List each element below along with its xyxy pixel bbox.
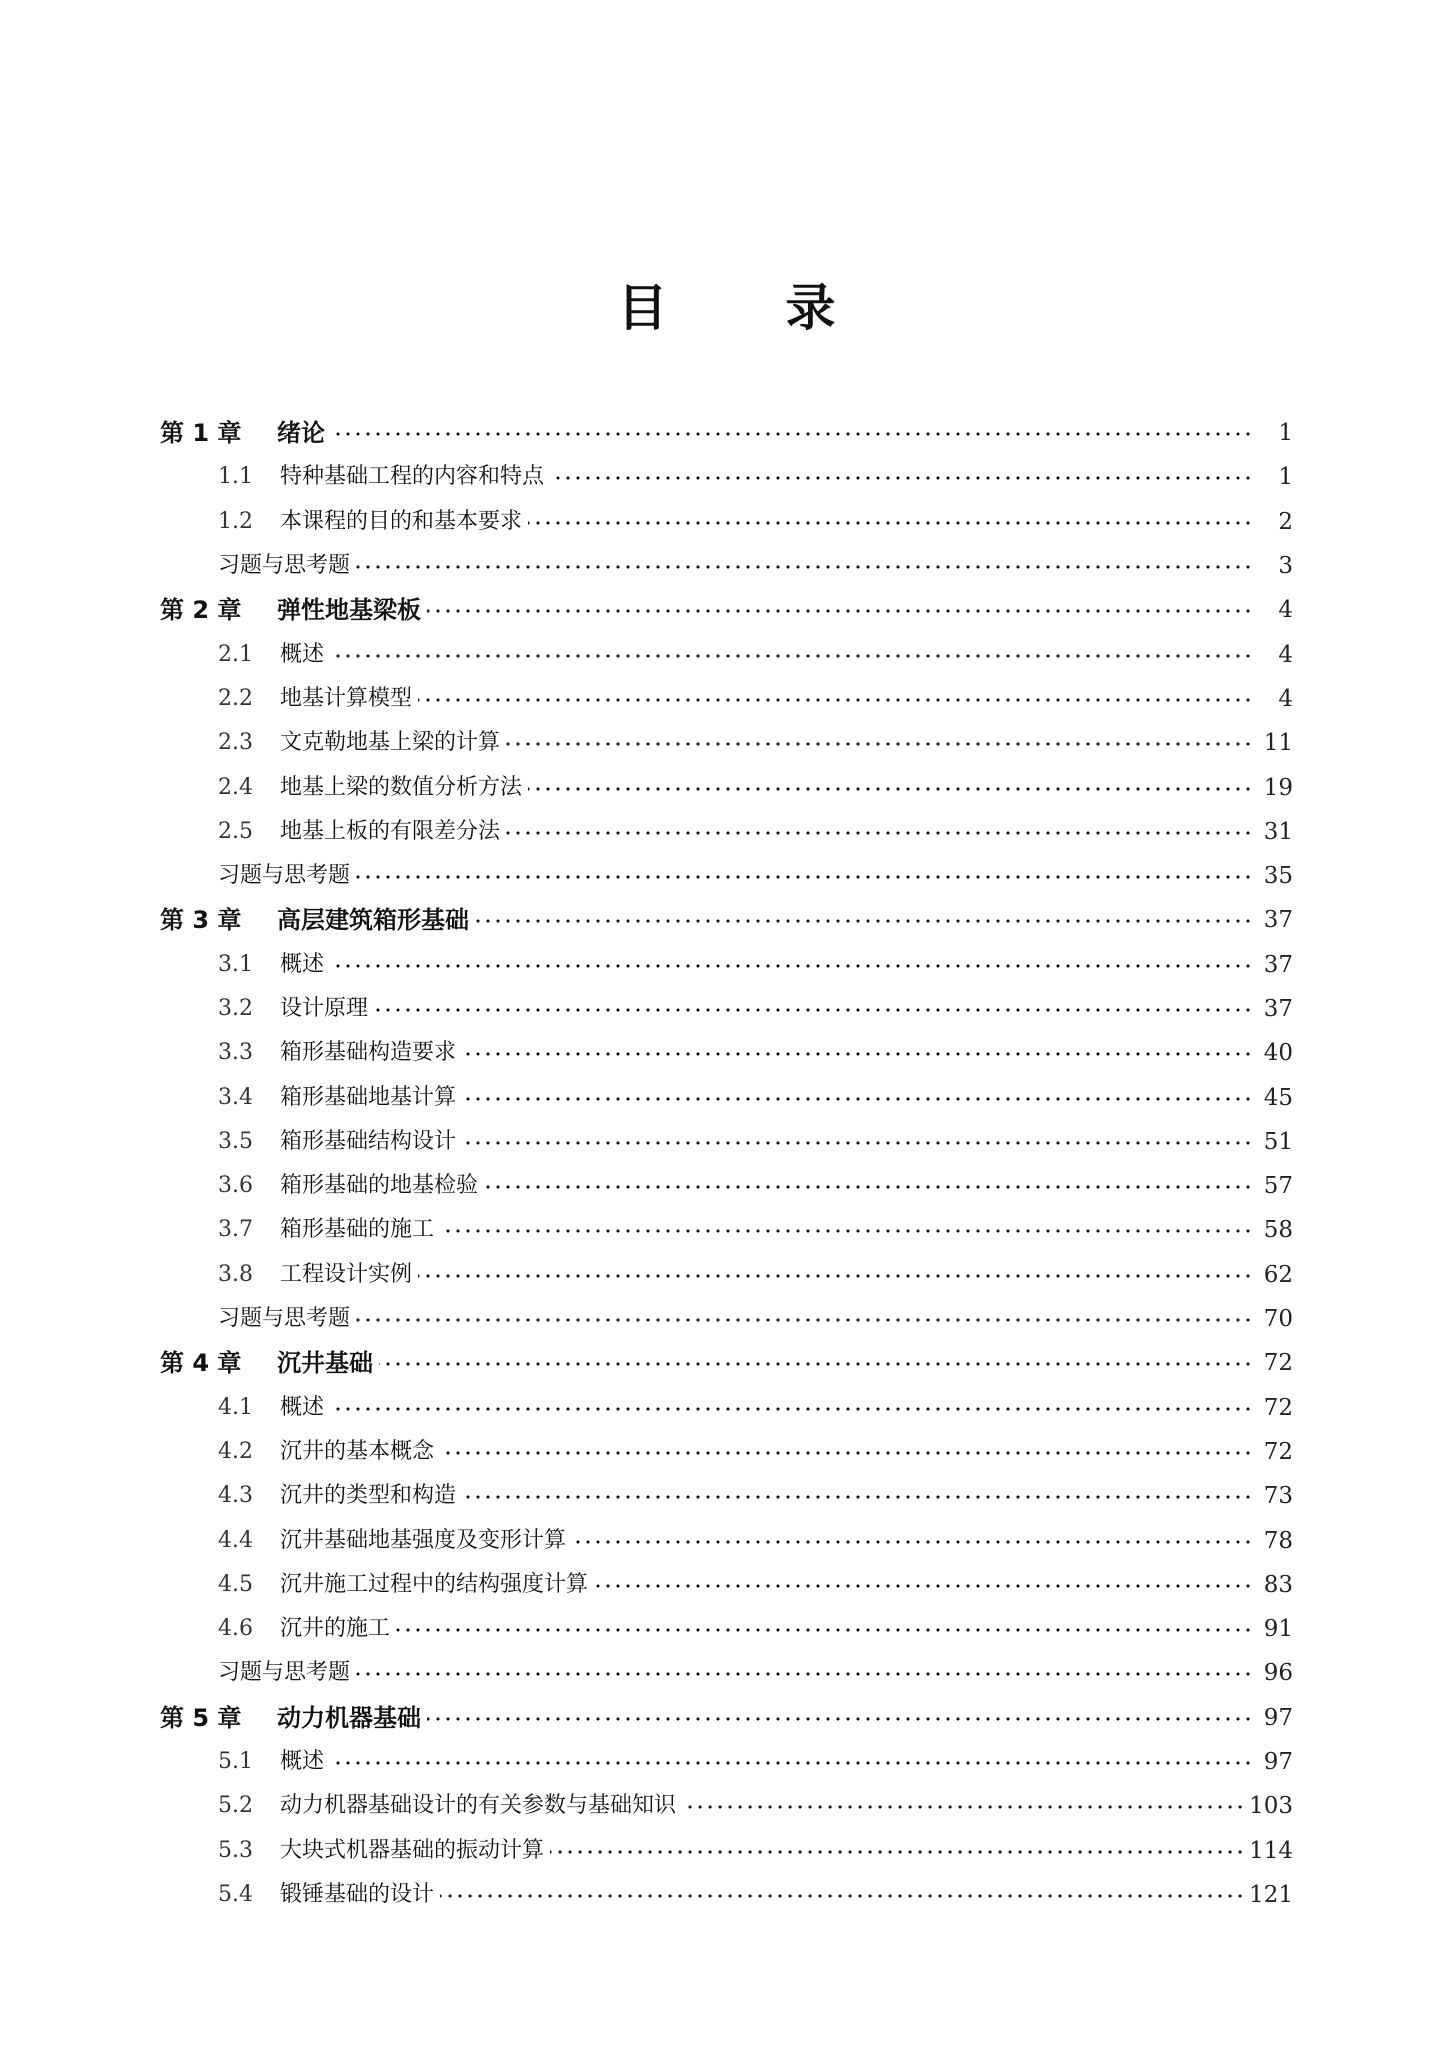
page-number[interactable]: 3 <box>1278 553 1293 580</box>
section-number: 5.2 <box>218 1793 253 1819</box>
page-number[interactable]: 103 <box>1249 1793 1293 1820</box>
section-title[interactable]: 本课程的目的和基本要求 <box>280 508 523 534</box>
toc-section-row[interactable] <box>160 1518 1293 1562</box>
section-title[interactable]: 锻锤基础的设计 <box>280 1881 435 1907</box>
page-number[interactable]: 83 <box>1263 1571 1293 1598</box>
page-title <box>0 278 1453 338</box>
dot-leader <box>396 1607 1253 1651</box>
section-number: 3.5 <box>218 1128 253 1154</box>
dot-leader <box>418 1253 1253 1297</box>
page-number[interactable]: 121 <box>1249 1881 1293 1908</box>
section-title[interactable]: 概述 <box>280 641 325 667</box>
toc-exercise-row[interactable] <box>160 854 1293 898</box>
dot-leader <box>572 1519 1253 1563</box>
section-title[interactable]: 大块式机器基础的振动计算 <box>280 1837 545 1863</box>
dot-leader <box>462 1076 1253 1120</box>
page-number[interactable]: 31 <box>1263 818 1293 845</box>
page-number[interactable]: 72 <box>1263 1438 1293 1465</box>
section-title[interactable]: 箱形基础结构设计 <box>280 1128 457 1154</box>
table-of-contents <box>160 411 1293 1917</box>
dot-leader <box>506 721 1253 765</box>
section-number: 4.6 <box>218 1616 253 1642</box>
dot-leader <box>330 633 1253 677</box>
section-number: 3.3 <box>218 1040 253 1066</box>
page-number[interactable]: 1 <box>1278 420 1293 447</box>
page-number[interactable]: 1 <box>1278 464 1293 491</box>
dot-leader <box>331 411 1253 455</box>
toc-section-row[interactable] <box>160 1563 1293 1607</box>
section-number: 2.1 <box>218 641 253 667</box>
toc-section-row[interactable] <box>160 1253 1293 1297</box>
toc-section-row[interactable] <box>160 1386 1293 1430</box>
section-title[interactable]: 沉井基础地基强度及变形计算 <box>280 1527 567 1553</box>
section-number: 4.2 <box>218 1438 253 1464</box>
page-number[interactable]: 57 <box>1263 1173 1293 1200</box>
toc-section-row[interactable] <box>160 677 1293 721</box>
dot-leader <box>440 1208 1253 1252</box>
page-number[interactable]: 114 <box>1249 1837 1293 1864</box>
toc-exercise-row[interactable] <box>160 1297 1293 1341</box>
dot-leader <box>506 810 1253 854</box>
dot-leader <box>484 1164 1253 1208</box>
section-number: 4.5 <box>218 1571 253 1597</box>
page-number[interactable]: 45 <box>1263 1084 1293 1111</box>
section-number: 3.6 <box>218 1173 253 1199</box>
dot-leader <box>418 677 1253 721</box>
toc-section-row[interactable] <box>160 943 1293 987</box>
page-number[interactable]: 58 <box>1263 1217 1293 1244</box>
section-title[interactable]: 沉井的施工 <box>280 1616 391 1642</box>
dot-leader <box>475 898 1253 942</box>
dot-leader <box>427 1696 1253 1740</box>
dot-leader <box>356 1297 1253 1341</box>
section-title[interactable]: 箱形基础地基计算 <box>280 1084 457 1110</box>
section-number: 3.2 <box>218 996 253 1021</box>
toc-exercise-row[interactable] <box>160 1651 1293 1695</box>
page-number[interactable]: 40 <box>1263 1040 1293 1067</box>
page-number[interactable]: 37 <box>1263 951 1293 978</box>
toc-section-row[interactable] <box>160 1031 1293 1075</box>
exercise-title[interactable]: 习题与思考题 <box>218 863 351 889</box>
section-number: 5.4 <box>218 1881 253 1907</box>
dot-leader <box>682 1784 1245 1828</box>
toc-chapter-row[interactable] <box>160 411 1293 455</box>
toc-section-row[interactable] <box>160 1430 1293 1474</box>
section-title[interactable]: 箱形基础的施工 <box>280 1217 435 1243</box>
chapter-number: 第 2 章 <box>160 596 242 625</box>
section-title[interactable]: 箱形基础构造要求 <box>280 1040 457 1066</box>
page-number[interactable]: 72 <box>1263 1394 1293 1421</box>
dot-leader <box>330 1740 1253 1784</box>
page-number[interactable]: 51 <box>1263 1128 1293 1155</box>
chapter-title[interactable]: 弹性地基梁板 <box>277 596 421 625</box>
toc-section-row[interactable] <box>160 721 1293 765</box>
dot-leader <box>440 1430 1253 1474</box>
toc-section-row[interactable] <box>160 1208 1293 1252</box>
chapter-number: 第 4 章 <box>160 1349 242 1378</box>
page-number[interactable]: 35 <box>1263 863 1293 890</box>
page-number[interactable]: 4 <box>1278 641 1293 668</box>
page-number[interactable]: 96 <box>1263 1660 1293 1687</box>
dot-leader <box>528 500 1253 544</box>
chapter-number: 第 5 章 <box>160 1703 242 1732</box>
section-number: 4.4 <box>218 1527 253 1553</box>
toc-section-row[interactable] <box>160 632 1293 676</box>
chapter-title[interactable]: 高层建筑箱形基础 <box>277 906 469 935</box>
toc-section-row[interactable] <box>160 1474 1293 1518</box>
chapter-title[interactable]: 沉井基础 <box>277 1349 373 1378</box>
dot-leader <box>550 1829 1245 1873</box>
section-title[interactable]: 动力机器基础设计的有关参数与基础知识 <box>280 1793 677 1819</box>
section-number: 1.2 <box>218 508 253 534</box>
page-number[interactable]: 62 <box>1263 1261 1293 1288</box>
page-number[interactable]: 4 <box>1278 685 1293 712</box>
section-title[interactable]: 沉井的基本概念 <box>280 1438 435 1464</box>
toc-chapter-row[interactable] <box>160 588 1293 632</box>
section-title[interactable]: 地基上板的有限差分法 <box>280 818 501 844</box>
page-number[interactable]: 11 <box>1263 730 1293 757</box>
toc-section-row[interactable] <box>160 1120 1293 1164</box>
section-number: 5.3 <box>218 1837 253 1863</box>
dot-leader <box>462 1031 1253 1075</box>
section-title[interactable]: 沉井施工过程中的结构强度计算 <box>280 1571 589 1597</box>
dot-leader <box>356 1651 1253 1695</box>
dot-leader <box>462 1474 1253 1518</box>
toc-chapter-row[interactable] <box>160 898 1293 942</box>
section-title[interactable]: 地基计算模型 <box>280 685 413 711</box>
page-number[interactable]: 97 <box>1263 1749 1293 1776</box>
toc-section-row[interactable] <box>160 1607 1293 1651</box>
toc-section-row[interactable] <box>160 1784 1293 1828</box>
section-number: 2.3 <box>218 730 253 756</box>
section-number: 5.1 <box>218 1749 253 1775</box>
dot-leader <box>462 1120 1253 1164</box>
toc-section-row[interactable] <box>160 1075 1293 1119</box>
exercise-title[interactable]: 习题与思考题 <box>218 1306 351 1332</box>
page-number[interactable]: 72 <box>1263 1350 1293 1377</box>
section-title[interactable]: 地基上梁的数值分析方法 <box>280 774 523 800</box>
section-title[interactable]: 箱形基础的地基检验 <box>280 1173 479 1199</box>
section-number: 3.4 <box>218 1084 253 1110</box>
toc-section-row[interactable] <box>160 1829 1293 1873</box>
toc-exercise-row[interactable] <box>160 544 1293 588</box>
toc-section-row[interactable] <box>160 500 1293 544</box>
dot-leader <box>330 1386 1253 1430</box>
page-number[interactable]: 91 <box>1263 1616 1293 1643</box>
dot-leader <box>379 1341 1253 1385</box>
page-number[interactable]: 2 <box>1278 508 1293 535</box>
section-number: 3.8 <box>218 1261 253 1287</box>
dot-leader <box>550 455 1253 499</box>
exercise-title[interactable]: 习题与思考题 <box>218 1660 351 1686</box>
toc-chapter-row[interactable] <box>160 1696 1293 1740</box>
page-number[interactable]: 73 <box>1263 1483 1293 1510</box>
dot-leader <box>528 766 1253 810</box>
section-number: 2.2 <box>218 685 253 711</box>
chapter-title[interactable]: 绪论 <box>277 419 325 448</box>
dot-leader <box>374 987 1253 1031</box>
chapter-number: 第 1 章 <box>160 419 242 448</box>
toc-section-row[interactable] <box>160 810 1293 854</box>
title-char-2: 录 <box>785 279 836 337</box>
toc-section-row[interactable] <box>160 1164 1293 1208</box>
section-number: 3.7 <box>218 1217 253 1243</box>
dot-leader <box>594 1563 1253 1607</box>
chapter-number: 第 3 章 <box>160 906 242 935</box>
toc-section-row[interactable] <box>160 765 1293 809</box>
toc-section-row[interactable] <box>160 987 1293 1031</box>
toc-section-row[interactable] <box>160 455 1293 499</box>
dot-leader <box>356 544 1253 588</box>
title-char-1: 目 <box>617 279 668 337</box>
page-number[interactable]: 97 <box>1263 1704 1293 1731</box>
toc-section-row[interactable] <box>160 1740 1293 1784</box>
dot-leader <box>330 943 1253 987</box>
page-number[interactable]: 19 <box>1263 774 1293 801</box>
section-title[interactable]: 设计原理 <box>280 996 369 1021</box>
section-title[interactable]: 概述 <box>280 1749 325 1775</box>
exercise-title[interactable]: 习题与思考题 <box>218 553 351 579</box>
page-number[interactable]: 70 <box>1263 1306 1293 1333</box>
section-title[interactable]: 沉井的类型和构造 <box>280 1483 457 1509</box>
toc-chapter-row[interactable] <box>160 1341 1293 1385</box>
page-number[interactable]: 37 <box>1263 996 1293 1022</box>
section-number: 2.5 <box>218 818 253 844</box>
section-title[interactable]: 概述 <box>280 1394 325 1420</box>
dot-leader <box>440 1873 1245 1917</box>
section-title[interactable]: 概述 <box>280 951 325 977</box>
section-number: 4.3 <box>218 1483 253 1509</box>
page-number[interactable]: 78 <box>1263 1527 1293 1554</box>
page-number[interactable]: 37 <box>1263 907 1293 934</box>
dot-leader <box>356 854 1253 898</box>
section-title[interactable]: 工程设计实例 <box>280 1261 413 1287</box>
dot-leader <box>427 588 1253 632</box>
page-number[interactable]: 4 <box>1278 597 1293 624</box>
section-number: 1.1 <box>218 464 253 490</box>
section-number: 4.1 <box>218 1394 253 1420</box>
chapter-title[interactable]: 动力机器基础 <box>277 1703 421 1732</box>
section-title[interactable]: 特种基础工程的内容和特点 <box>280 464 545 490</box>
section-number: 3.1 <box>218 951 253 977</box>
section-number: 2.4 <box>218 774 253 800</box>
toc-section-row[interactable] <box>160 1873 1293 1917</box>
section-title[interactable]: 文克勒地基上梁的计算 <box>280 730 501 756</box>
